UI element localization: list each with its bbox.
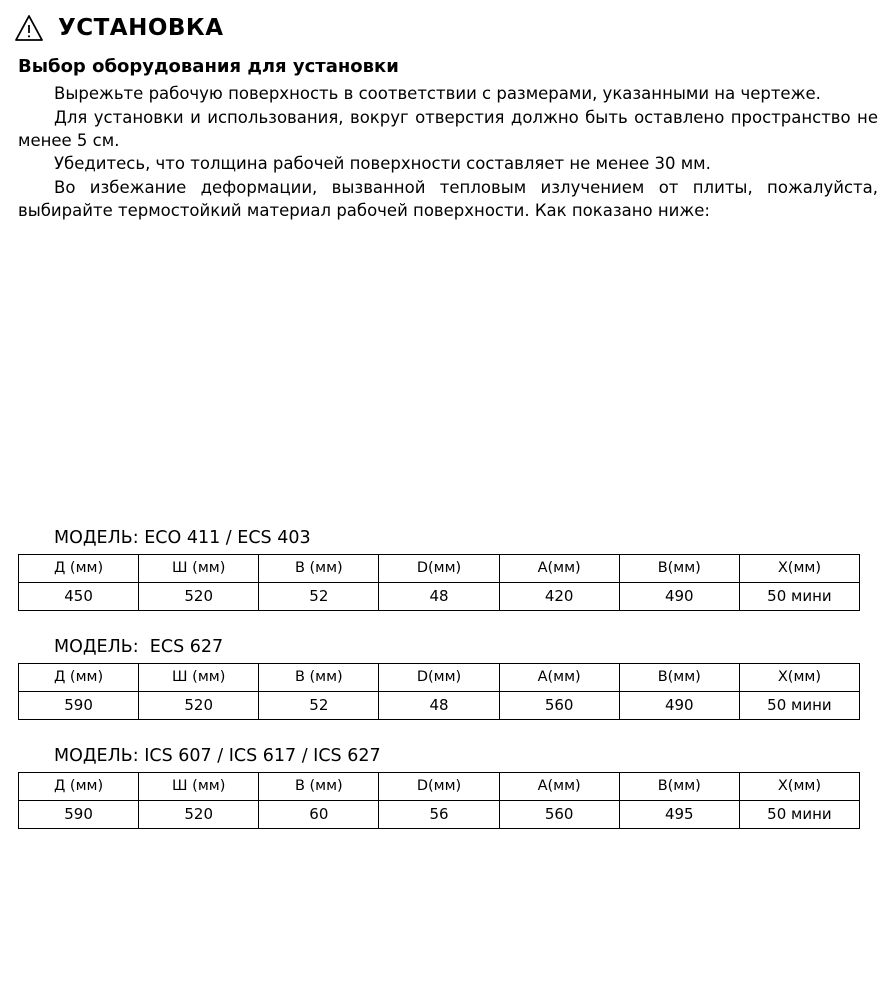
table-group-1 (18, 528, 878, 611)
table-cell: 490 (619, 582, 739, 610)
paragraph-1: Вырежьте рабочую поверхность в соответствии с размерами, указанными на чертеже. (54, 84, 821, 103)
table-cell: 520 (139, 691, 259, 719)
table-cell: 420 (499, 582, 619, 610)
table-cell: 52 (259, 691, 379, 719)
col-header: X(мм) (739, 663, 859, 691)
table-cell: 495 (619, 800, 739, 828)
table-cell: 590 (19, 800, 139, 828)
table-cell: 56 (379, 800, 499, 828)
table-row (19, 582, 860, 610)
table-cell: 590 (19, 691, 139, 719)
table-group-2 (18, 637, 878, 720)
col-header: D(мм) (379, 554, 499, 582)
col-header: В (мм) (259, 554, 379, 582)
table-row (19, 691, 860, 719)
paragraph-4: Во избежание деформации, вызванной тепловым излучением от плиты, пожалуйста, выбирайте термостойкий материал рабочей поверхности. Как показано ниже: (18, 178, 878, 220)
col-header: X(мм) (739, 554, 859, 582)
page-title: УСТАНОВКА (58, 15, 224, 41)
table-group-3 (18, 746, 878, 829)
table-cell: 50 мини (739, 800, 859, 828)
col-header: A(мм) (499, 554, 619, 582)
paragraph-3: Убедитесь, что толщина рабочей поверхности составляет не менее 30 мм. (54, 154, 711, 174)
dimension-table-3 (18, 772, 860, 829)
table-cell: 520 (139, 582, 259, 610)
installation-diagram-svg (0, 239, 896, 514)
col-header: B(мм) (619, 663, 739, 691)
paragraph-2: Для установки и использования, вокруг отверстия должно быть оставлено пространство не менее 5 см. (18, 107, 878, 150)
col-header: Ш (мм) (139, 663, 259, 691)
model-label-1: МОДЕЛЬ: ECO 411 / ECS 403 (54, 527, 311, 548)
col-header: Д (мм) (19, 554, 139, 582)
table-cell: 48 (379, 582, 499, 610)
col-header: В (мм) (259, 663, 379, 691)
dimension-table-2 (18, 663, 860, 720)
col-header: A(мм) (499, 772, 619, 800)
table-cell: 450 (19, 582, 139, 610)
table-cell: 490 (619, 691, 739, 719)
col-header: B(мм) (619, 554, 739, 582)
dimension-table-1 (18, 554, 860, 611)
col-header: Д (мм) (19, 772, 139, 800)
col-header: A(мм) (499, 663, 619, 691)
col-header: X(мм) (739, 772, 859, 800)
col-header: Ш (мм) (139, 554, 259, 582)
table-cell: 50 мини (739, 691, 859, 719)
section-header (0, 0, 896, 46)
table-cell: 52 (259, 582, 379, 610)
table-cell: 48 (379, 691, 499, 719)
table-header-row (19, 772, 860, 800)
col-header: D(мм) (379, 663, 499, 691)
model-label-3: МОДЕЛЬ: ICS 607 / ICS 617 / ICS 627 (54, 745, 381, 766)
subheading: Выбор оборудования для установки (18, 56, 399, 77)
table-cell: 520 (139, 800, 259, 828)
col-header: B(мм) (619, 772, 739, 800)
installation-diagram (0, 239, 896, 514)
dimension-tables (18, 528, 878, 829)
col-header: D(мм) (379, 772, 499, 800)
warning-triangle-icon (14, 14, 44, 42)
table-header-row (19, 554, 860, 582)
col-header: Д (мм) (19, 663, 139, 691)
table-cell: 60 (259, 800, 379, 828)
table-cell: 560 (499, 691, 619, 719)
table-row (19, 800, 860, 828)
table-cell: 560 (499, 800, 619, 828)
table-header-row (19, 663, 860, 691)
col-header: Ш (мм) (139, 772, 259, 800)
body-text (18, 83, 878, 223)
table-cell: 50 мини (739, 582, 859, 610)
model-label-2: МОДЕЛЬ: ECS 627 (54, 636, 224, 657)
col-header: В (мм) (259, 772, 379, 800)
